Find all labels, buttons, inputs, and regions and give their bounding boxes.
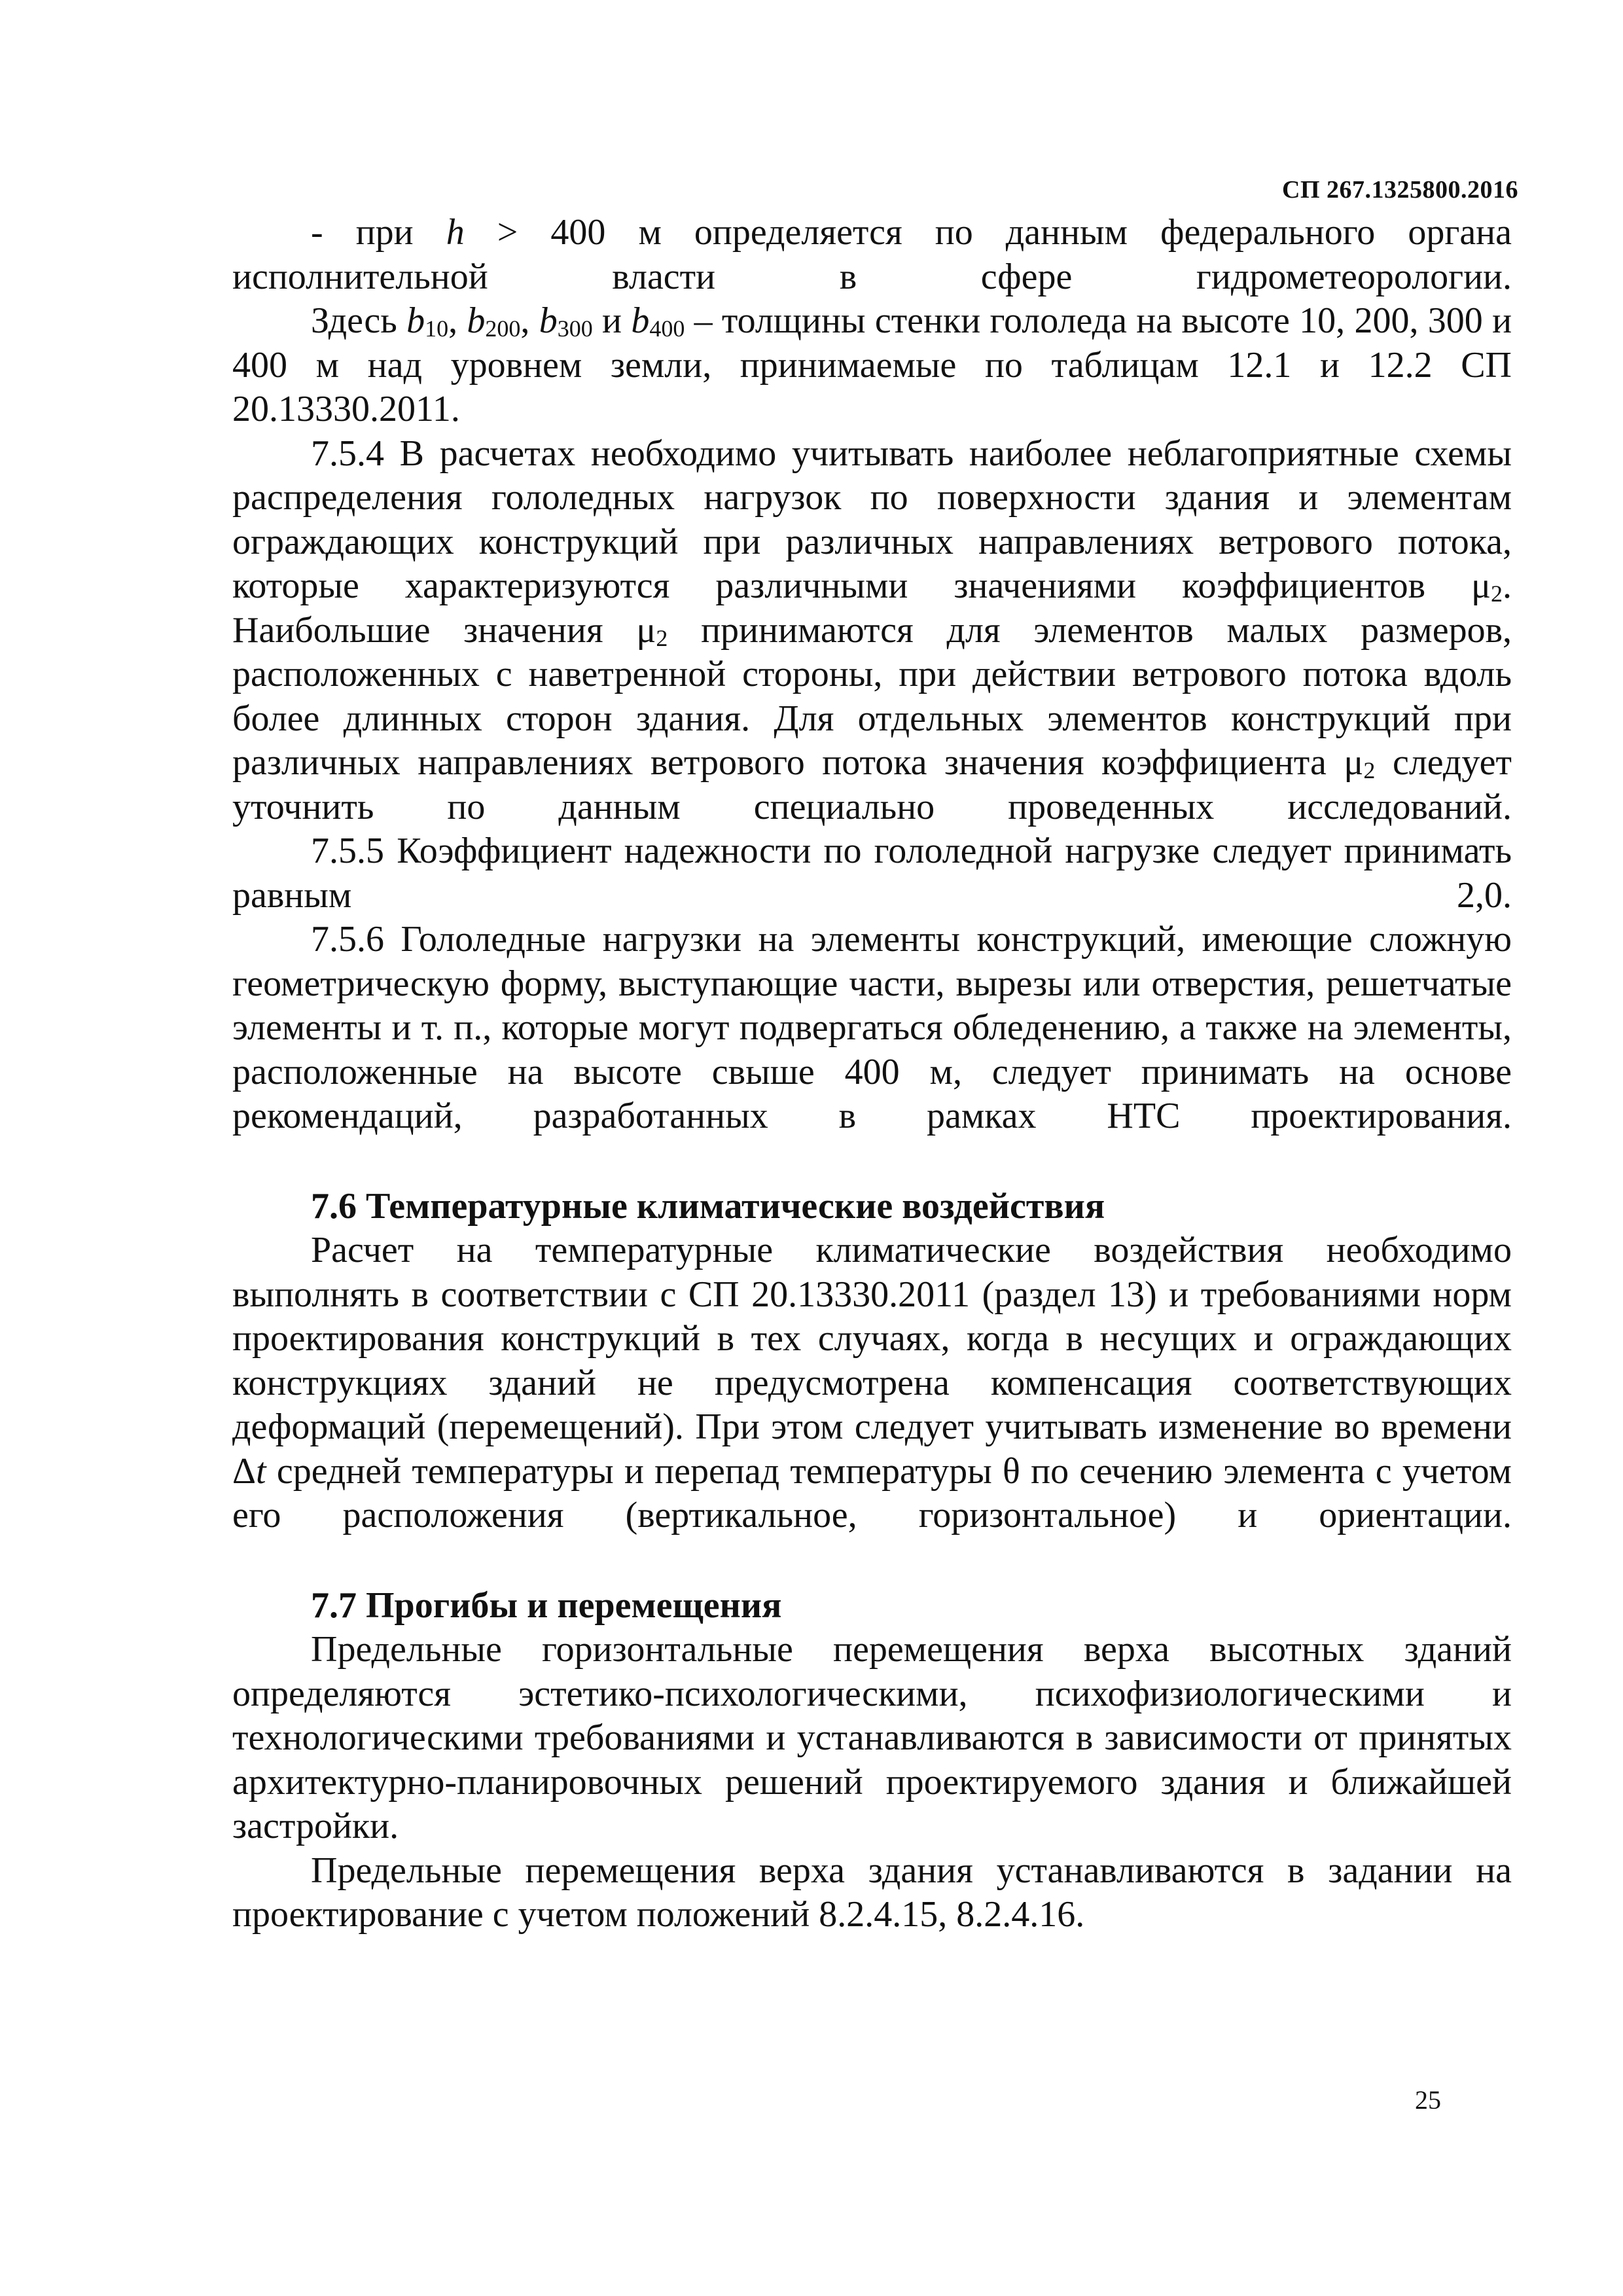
- document-code: СП 267.1325800.2016: [1282, 176, 1518, 204]
- text-run: . Наибольшие значения μ: [232, 565, 1512, 651]
- paragraph-7-5-4: [232, 432, 1512, 830]
- section-title-7-7: 7.7 Прогибы и перемещения: [311, 1585, 782, 1626]
- subscript: 300: [557, 315, 593, 342]
- page-body: [232, 211, 1512, 1937]
- subscript: 200: [485, 315, 521, 342]
- text-run: ,: [448, 300, 467, 341]
- text-run: средней температуры и перепад температуры θ по сечению элемента с учетом его расположения (вертикальное, горизонтальное) и ориентации.: [232, 1450, 1512, 1535]
- subscript: 10: [425, 315, 449, 342]
- paragraph-ice-thickness: [232, 299, 1512, 432]
- paragraph-7-5-6: 7.5.6 Гололедные нагрузки на элементы конструкций, имеющие сложную геометрическую форму, выступающие части, вырезы или отверстия, решетчатые элементы и т. п., которые могут подвергаться обледенению, а также на элементы, расположенные на высоте свыше 400 м, следует принимать на основе рекомендаций, разработанных в рамках НТС проектирования.: [232, 919, 1512, 1136]
- text-run: ,: [520, 300, 539, 341]
- variable-b: b: [406, 300, 425, 341]
- paragraph-displacement-limits: Предельные горизонтальные перемещения верха высотных зданий определяются эстетико-психологическими, психофизиологическими и технологическими требованиями и устанавливаются в зависимости от принятых архитектурно-планировочных решений проектируемого здания и ближайшей застройки.: [232, 1629, 1512, 1846]
- text-run: - при: [311, 212, 446, 253]
- text-run: принимаются для элементов малых размеров, расположенных с наветренной стороны, при действии ветрового потока вдоль более длинных сторон здания. Для отдельных элементов конструкций при различных направлениях ветрового потока значения коэффициента μ: [232, 609, 1512, 783]
- subscript: 400: [649, 315, 685, 342]
- paragraph-h-over-400: [232, 211, 1512, 299]
- text-run: – толщины стенки гололеда на высоте 10, 200, 300 и 400 м над уровнем земли, принимаемые по таблицам 12.1 и 12.2 СП 20.13330.2011.: [232, 300, 1512, 429]
- text-run: > 400 м определяется по данным федерального органа исполнительной власти в сфере гидрометеорологии.: [232, 212, 1512, 297]
- variable-t: t: [256, 1450, 266, 1492]
- variable-h: h: [446, 212, 465, 253]
- page-number: 25: [1415, 2085, 1441, 2115]
- text-run: следует уточнить по данным специально проведенных исследований.: [232, 742, 1512, 827]
- subscript: 2: [1491, 581, 1503, 607]
- text-run: 7.5.4 В расчетах необходимо учитывать наиболее неблагоприятные схемы распределения гололедных нагрузок по поверхности здания и элементам ограждающих конструкций при различных направлениях ветрового потока, которые характеризуются различными значениями коэффициентов μ: [232, 433, 1512, 606]
- text-run: и: [592, 300, 632, 341]
- paragraph-7-5-5: 7.5.5 Коэффициент надежности по гололедной нагрузке следует принимать равным 2,0.: [232, 831, 1512, 916]
- paragraph-design-assignment: Предельные перемещения верха здания устанавливаются в задании на проектирование с учетом положений 8.2.4.15, 8.2.4.16.: [232, 1850, 1512, 1935]
- paragraph-temperature: [232, 1229, 1512, 1538]
- text-run: Здесь: [311, 300, 407, 341]
- section-title-7-6: 7.6 Температурные климатические воздействия: [311, 1185, 1105, 1227]
- variable-b: b: [467, 300, 486, 341]
- variable-b: b: [539, 300, 558, 341]
- subscript: 2: [1363, 757, 1376, 783]
- variable-b: b: [631, 300, 650, 341]
- text-run: Расчет на температурные климатические воздействия необходимо выполнять в соответствии с СП 20.13330.2011 (раздел 13) и требованиями норм проектирования конструкций в тех случаях, когда в несущих и ограждающих конструкциях зданий не предусмотрена компенсация соответствующих деформаций (перемещений). При этом следует учитывать изменение во времени Δ: [232, 1230, 1512, 1492]
- subscript: 2: [656, 624, 668, 651]
